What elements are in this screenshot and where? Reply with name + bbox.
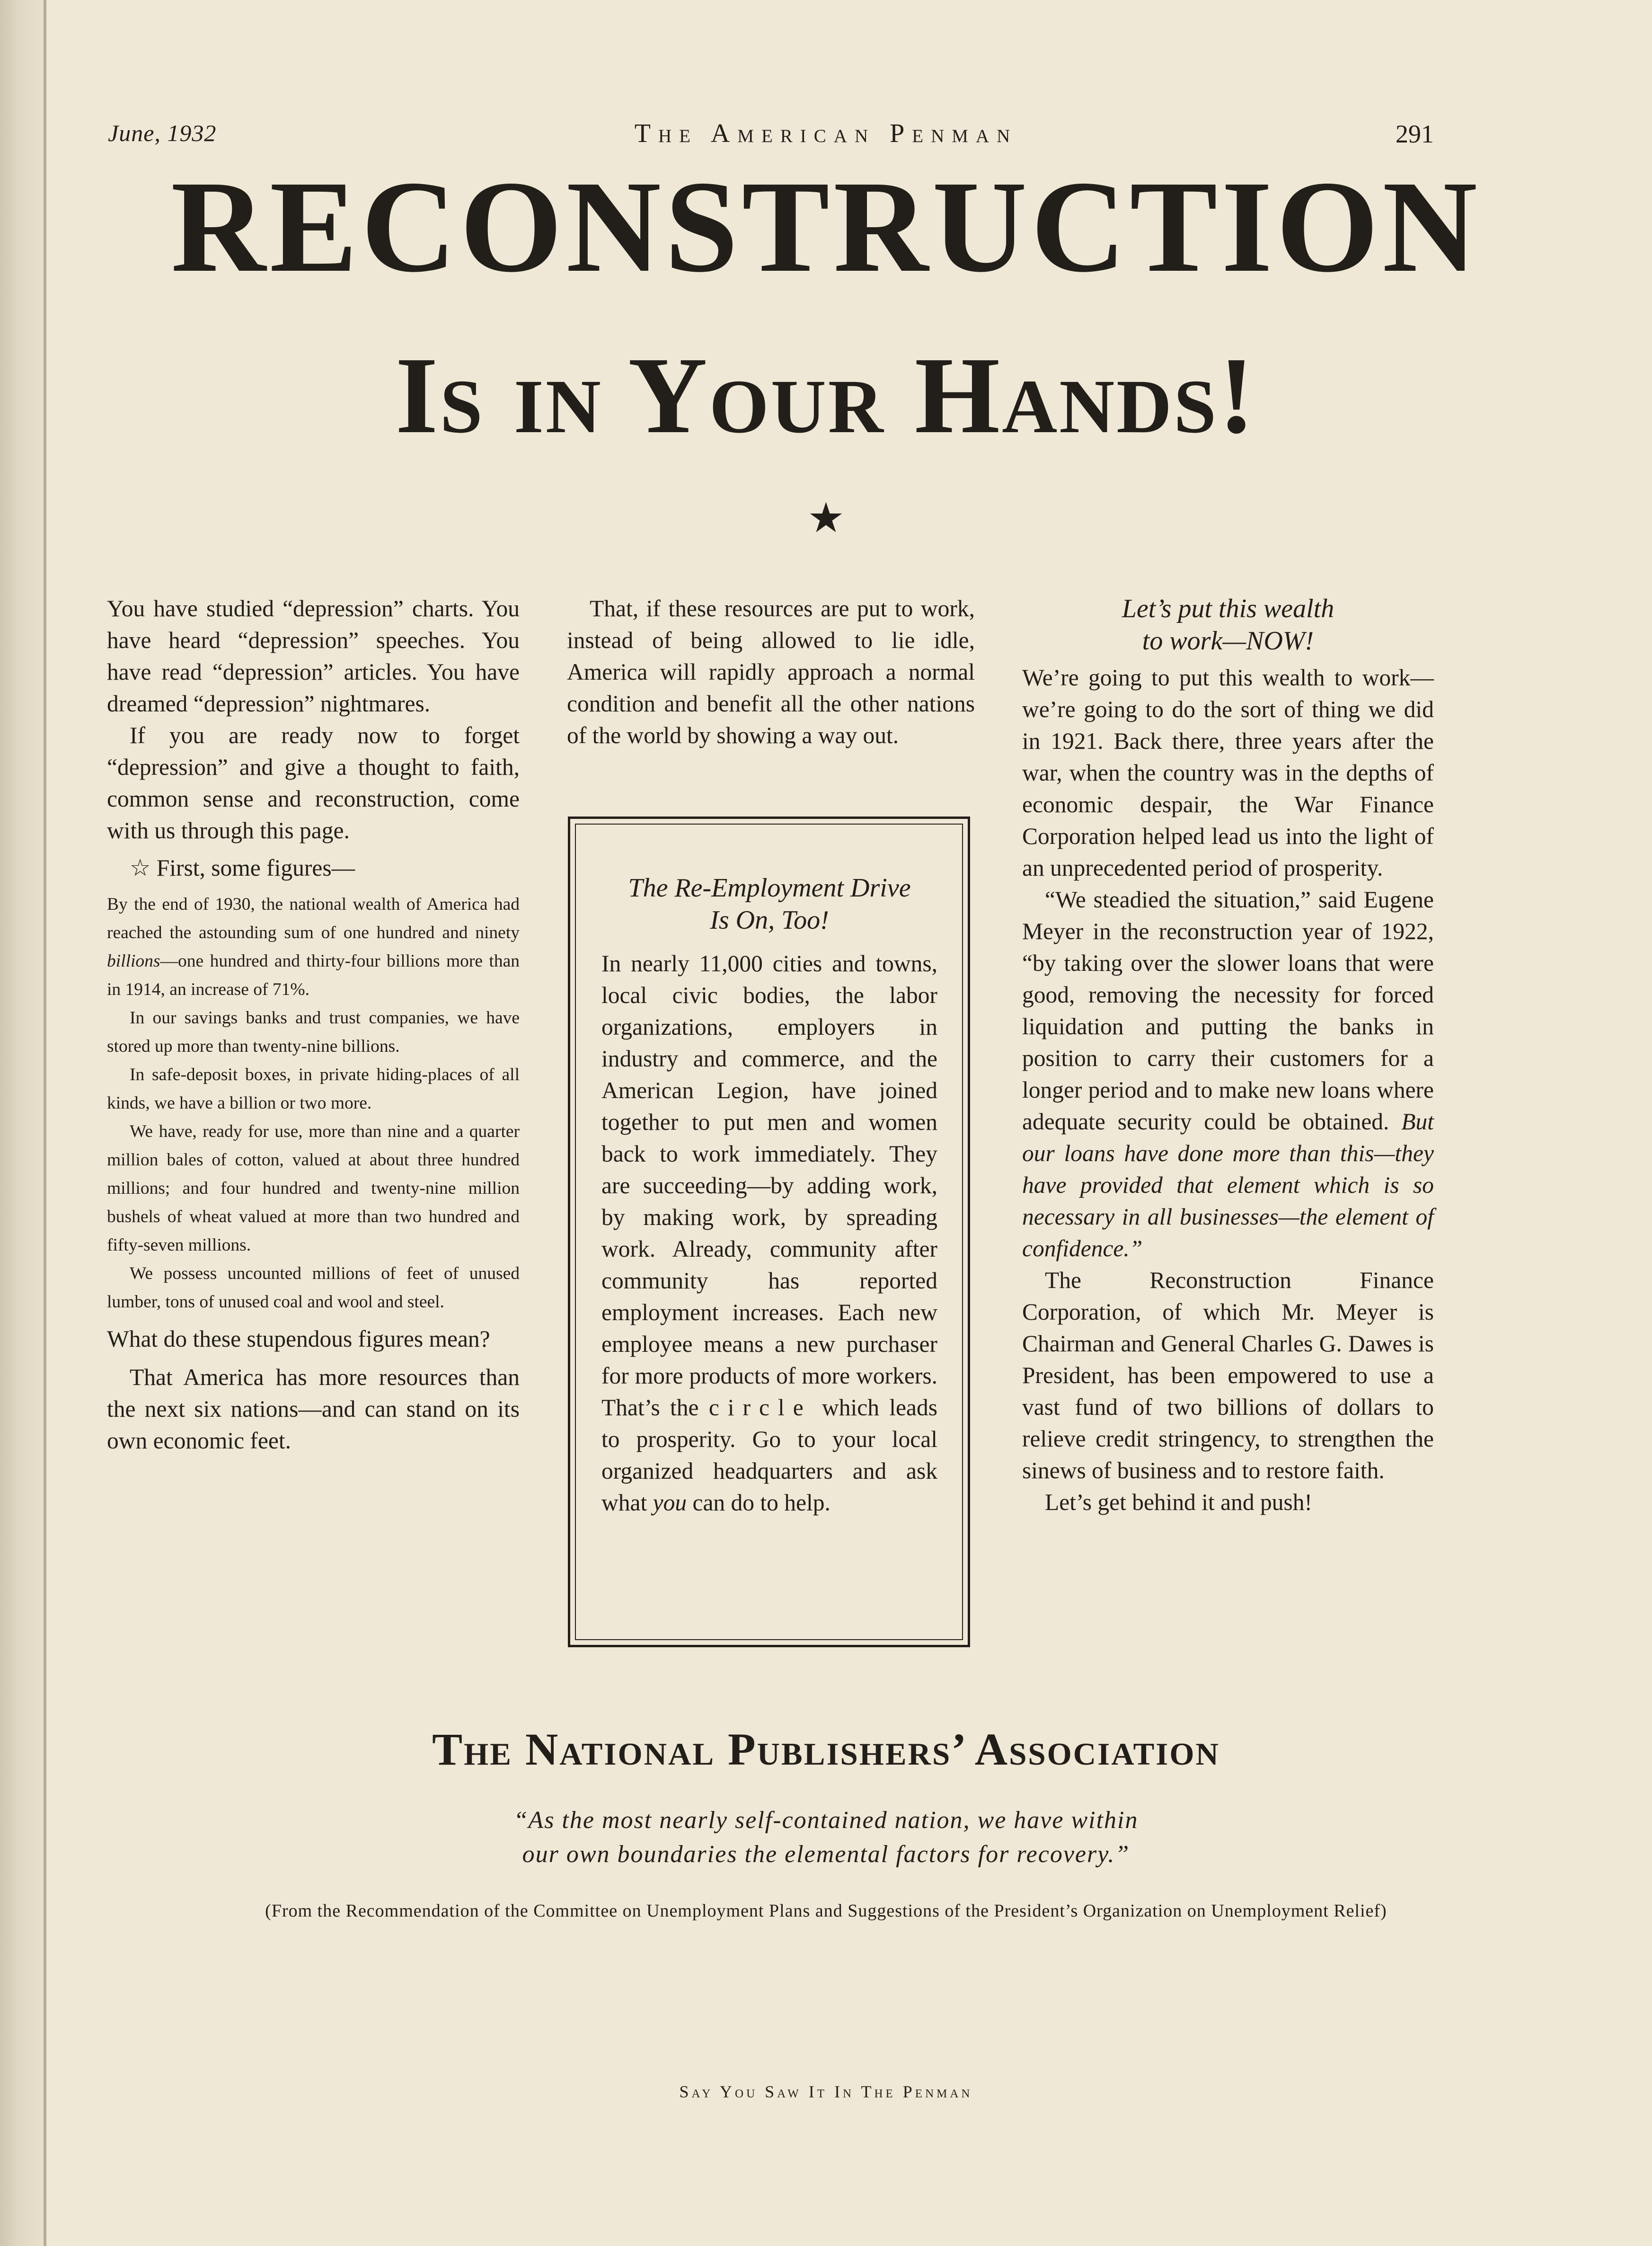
star-ornament: ★	[807, 496, 845, 542]
recovery-quote: “As the most nearly self-contained nation, we have within our own boundaries the elemental factors for recovery.”	[513, 1807, 1139, 1868]
right-column-heading: Let’s put this wealth to work—NOW!	[1122, 594, 1334, 656]
figures-paragraph: In safe-deposit boxes, in private hiding-places of all kinds, we have a billion or two more.	[107, 1065, 520, 1113]
question-paragraph: What do these stupendous figures mean?	[107, 1326, 490, 1352]
headline-sub: Is in Your Hands!	[395, 335, 1257, 456]
source-note: (From the Recommendation of the Committee on Unemployment Plans and Suggestions of the President’s Organization on Unemployment Relief)	[265, 1901, 1387, 1921]
re-employment-box-inner	[575, 824, 963, 1640]
bottom-slogan: Say You Saw It In The Penman	[679, 2082, 973, 2101]
right-paragraph: “We steadied the situation,” said Eugene Meyer in the reconstruction year of 1922, “by taking over the slower loans that were good, removing the necessity for forced liquidation and putting the banks in position to carry their customers for a longer period and to make new loans where adequate security could be obtained. But our loans have done more than this—they have provided that element which is so necessary in all businesses—the element of confidence.”	[1022, 887, 1434, 1261]
figures-intro: ☆ First, some figures—	[130, 855, 355, 881]
figures-paragraph: In our savings banks and trust companies, we have stored up more than twenty-nine billions.	[107, 1008, 520, 1056]
figures-paragraph: We have, ready for use, more than nine and a quarter million bales of cotton, valued at about three hundred millions; and four hundred and twenty-nine million bushels of wheat valued at more than two hundred and fifty-seven millions.	[107, 1122, 520, 1255]
middle-paragraph: That, if these resources are put to work, instead of being allowed to lie idle, America will rapidly approach a normal condition and benefit all the other nations of the world by showing a way out.	[567, 595, 975, 748]
right-paragraph: We’re going to put this wealth to work—we’re going to do the sort of thing we did in 1921. Back there, three years after the war, when the country was in the depths of economic despair, the War Finance Corporation helped lead us into the light of an unprecedented period of prosperity.	[1022, 665, 1434, 881]
publisher-name: The National Publishers’ Association	[432, 1724, 1220, 1775]
figures-paragraph: We possess uncounted millions of feet of unused lumber, tons of unused coal and wool and steel.	[107, 1264, 520, 1312]
answer-paragraph: That America has more resources than the next six nations—and can stand on its own economic feet.	[107, 1364, 520, 1454]
closing-line: Let’s get behind it and push!	[1045, 1489, 1313, 1515]
middle-column	[567, 593, 975, 751]
spaced-word-circle: circle	[708, 1394, 812, 1420]
box-body: In nearly 11,000 cities and towns, local civic bodies, the labor organizations, employers in industry and commerce, and the American Legion, have joined together to put men and women back to work immediately. They are succeeding—by adding work, by making work, by spreading work. Already, community after community has reported employment increases. Each new employee means a new purchaser for more products of more workers. That’s the circle which leads to prosperity. Go to your local organized headquarters and ask what you can do to help.	[601, 950, 937, 1516]
intro-paragraph: If you are ready now to forget “depression” and give a thought to faith, common sense and reconstruction, come with us through this page.	[107, 722, 520, 843]
emphasis-you: you	[653, 1490, 687, 1516]
emphasis-billions: billions	[107, 951, 160, 971]
running-head	[0, 0, 1652, 170]
right-paragraph: The Reconstruction Finance Corporation, of which Mr. Meyer is Chairman and General Charles G. Dawes is President, has been empowered to use a vast fund of two billions of dollars to relieve credit stringency, to strengthen the sinews of business and to restore faith.	[1022, 1267, 1434, 1483]
right-column	[1022, 593, 1434, 1518]
left-column	[107, 593, 520, 1456]
figures-paragraph: By the end of 1930, the national wealth of America had reached the astounding sum of one hundred and ninety billions—one hundred and thirty-four billions more than in 1914, an increase of 71%.	[107, 895, 520, 999]
box-heading: The Re-Employment Drive Is On, Too!	[628, 873, 911, 935]
page-number: 291	[1396, 120, 1434, 148]
magazine-title: The American Penman	[634, 119, 1018, 148]
meyer-italic-quote: But our loans have done more than this—they have provided that element which is so necessary in all businesses—the element of confidence.”	[1022, 1109, 1434, 1261]
re-employment-box	[568, 817, 970, 1647]
issue-date: June, 1932	[108, 120, 217, 146]
intro-paragraph: You have studied “depression” charts. You have heard “depression” speeches. You have read “depression” articles. You have dreamed “depression” nightmares.	[107, 595, 520, 717]
headline-main: RECONSTRUCTION	[171, 154, 1481, 300]
